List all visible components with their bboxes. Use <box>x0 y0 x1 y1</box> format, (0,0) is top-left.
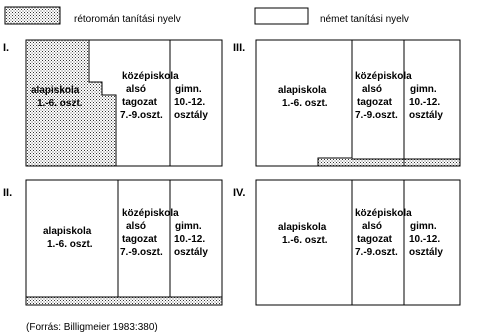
lower-label-line1: alsó <box>362 221 383 232</box>
legend-swatch-german <box>255 8 308 24</box>
primary-label-line2: 1.-6. oszt. <box>47 239 93 250</box>
gymn-label-line1: gimn. <box>410 221 437 232</box>
secondary-header: középiskola <box>122 208 179 219</box>
gymn-label-line2: 10.-12. <box>409 97 441 108</box>
lower-label-line3: 7.-9.oszt. <box>120 110 163 121</box>
gymn-label-line2: 10.-12. <box>409 234 441 245</box>
source-note: (Forrás: Billigmeier 1983:380) <box>26 322 158 333</box>
rhaeto-area <box>26 297 222 305</box>
panel-number: III. <box>233 42 246 54</box>
lower-label-line1: alsó <box>126 221 147 232</box>
secondary-header: középiskola <box>355 208 412 219</box>
lower-label-line2: tagozat <box>122 234 157 245</box>
legend-label-german: német tanítási nyelv <box>320 14 409 25</box>
primary-label-line2: 1.-6. oszt. <box>282 98 328 109</box>
gymn-label-line3: osztály <box>409 110 443 121</box>
panel-3 <box>233 40 460 166</box>
panel-1 <box>3 40 222 166</box>
primary-label-line1: alapiskola <box>278 85 327 96</box>
legend <box>5 7 409 25</box>
primary-label-line2: 1.-6. oszt. <box>37 98 83 109</box>
panel-number: IV. <box>233 187 246 199</box>
primary-label-line1: alapiskola <box>31 85 80 96</box>
gymn-label-line1: gimn. <box>175 221 202 232</box>
gymn-label-line1: gimn. <box>175 84 202 95</box>
primary-label-line2: 1.-6. oszt. <box>282 235 328 246</box>
primary-label-line1: alapiskola <box>43 226 92 237</box>
lower-label-line3: 7.-9.oszt. <box>120 247 163 258</box>
legend-label-rhaeto: rétoromán tanítási nyelv <box>74 14 181 25</box>
legend-swatch-rhaeto <box>5 7 60 24</box>
gymn-label-line3: osztály <box>174 247 208 258</box>
panel-number: II. <box>3 187 13 199</box>
legend-rhaeto <box>5 7 181 25</box>
lower-label-line3: 7.-9.oszt. <box>355 247 398 258</box>
lower-label-line1: alsó <box>126 84 147 95</box>
lower-label-line1: alsó <box>362 84 383 95</box>
gymn-label-line3: osztály <box>409 247 443 258</box>
gymn-label-line1: gimn. <box>410 84 437 95</box>
primary-label-line1: alapiskola <box>278 222 327 233</box>
gymn-label-line2: 10.-12. <box>174 97 206 108</box>
lower-label-line3: 7.-9.oszt. <box>355 110 398 121</box>
lower-label-line2: tagozat <box>357 234 392 245</box>
lower-label-line2: tagozat <box>122 97 157 108</box>
panel-number: I. <box>3 42 10 54</box>
gymn-label-line3: osztály <box>174 110 208 121</box>
legend-german <box>255 8 409 25</box>
secondary-header: középiskola <box>122 71 179 82</box>
lower-label-line2: tagozat <box>357 97 392 108</box>
secondary-header: középiskola <box>355 71 412 82</box>
panel-2 <box>3 180 222 305</box>
gymn-label-line2: 10.-12. <box>174 234 206 245</box>
panel-4 <box>233 180 460 305</box>
